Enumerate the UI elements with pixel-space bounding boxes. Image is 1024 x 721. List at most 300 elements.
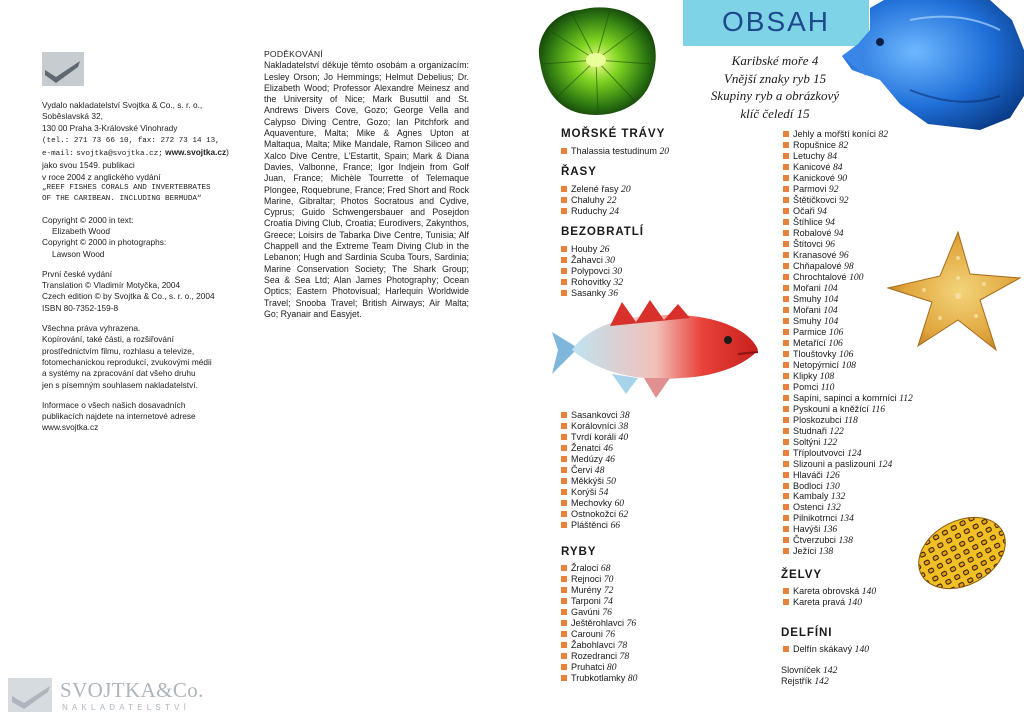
- toc-entry-name: Parmice: [793, 326, 827, 337]
- toc-entry[interactable]: [783, 162, 913, 173]
- toc-entry-page: 92: [839, 194, 849, 206]
- bullet-icon: [783, 263, 789, 269]
- copyright-photo-label: Copyright © 2000 in photographs:: [42, 237, 167, 248]
- section-heading-fish: RYBY: [561, 545, 597, 558]
- hogfish-photo: [552, 298, 762, 402]
- toc-list-algae: [561, 184, 631, 217]
- info-line: publikacích najdete na internetové adrese: [42, 411, 196, 422]
- acknowledgements-body: Nakladatelství děkuje těmto osobám a organizacím: Lesley Orson; Jo Hemmings; Helmut Debelius; Dr. Elizabeth Wood; Professor Alexandre Meinesz and the University of Nice; Mark Busuttil and St. Andrews Divers Cove, Gozo; George Vella and Calypso Diving Centre, Gozo; Ian Pitchfork and Aquaventure, Malta; Mike & Agnes Upton at Maltaqua, Malta; Mike Mandale, Ramon Siliceo and Xalco Dive Centre, L'Estartit, Spain; Mark & Diana Davies, Valbonne, France; Igor Indjein from Golf Juan, France; Michèle Tourrette of Telemaque Plongee, Roquebrune, France; Fred Short and Rock Marine, Gibraltar; Photos Socratous and Cydive, Cyprus; Guido Schwengersbauer and Posejdon Croatia Diving Club, Croatia; Eurodivers, Zakynthos, Greece; Loisirs de Tabarka Dive Centre, Tunisia; Alf Chappell and the Extreme Team Diving Club in the Lebanon; Hugh and Sardinia Scuba Tours, Sardinia; Marine Conservation Society; The Shark Group; Sea & Sea Ltd; Alan James Photography; Ocean Optics; Eastern Photovisual; Harlequin Worldwide Travel; Snooba Travel; British Airways; Air Malta; Go; Ryanair and Easyjet.: [264, 60, 469, 319]
- toc-entry[interactable]: [783, 459, 913, 470]
- summary-page: 4: [811, 53, 819, 68]
- toc-entry-page: 76: [602, 606, 612, 618]
- toc-entry-name: Žahavci: [571, 254, 603, 265]
- toc-entry-name: Soltýni: [793, 436, 821, 447]
- toc-entry[interactable]: [561, 244, 623, 255]
- coral-photo: [532, 2, 660, 120]
- bullet-icon: [783, 450, 789, 456]
- summary-line[interactable]: [690, 87, 860, 105]
- toc-entry-page: 94: [825, 216, 835, 228]
- toc-list-invertebrates-cont: [561, 410, 630, 531]
- toc-entry-page: 124: [877, 458, 893, 470]
- toc-entry-page: 50: [606, 475, 616, 487]
- toc-entry[interactable]: [783, 535, 913, 546]
- toc-entry-page: 140: [854, 644, 870, 655]
- bullet-icon: [561, 478, 567, 484]
- summary-line[interactable]: [690, 105, 860, 123]
- toc-entry-name: Jehly a mořští koníci: [793, 129, 876, 139]
- toc-entry[interactable]: [561, 266, 623, 277]
- bullet-icon: [561, 598, 567, 604]
- toc-entry-page: 26: [599, 244, 610, 255]
- bullet-icon: [783, 351, 789, 357]
- toc-entry[interactable]: [561, 410, 630, 421]
- bullet-icon: [561, 609, 567, 615]
- toc-entry-name: Delfín skákavý: [793, 644, 853, 654]
- toc-entry-name: Pilnikotrnci: [793, 513, 837, 524]
- toc-entry[interactable]: [561, 454, 630, 465]
- section-heading-algae: ŘASY: [561, 165, 597, 178]
- starfish-photo: [884, 228, 1024, 354]
- toc-entry-name: Robalové: [793, 227, 832, 238]
- toc-entry[interactable]: [783, 173, 913, 184]
- bullet-icon: [783, 285, 789, 291]
- czech-edition-line: Translation © Vladimír Motyčka, 2004: [42, 280, 181, 291]
- toc-entry[interactable]: [561, 596, 637, 607]
- toc-entry[interactable]: [561, 673, 637, 684]
- toc-entry[interactable]: [561, 498, 630, 509]
- toc-entry-name: Ženatci: [571, 442, 601, 453]
- bullet-icon: [783, 197, 789, 203]
- bullet-icon: [783, 373, 789, 379]
- bullet-icon: [783, 472, 789, 478]
- toc-entry-page: 46: [605, 453, 615, 465]
- email-label: e-mail:: [42, 150, 74, 159]
- bullet-icon: [783, 646, 789, 652]
- original-title: „REEF FISHES CORALS AND INVERTEBRATES: [42, 184, 211, 193]
- bullet-icon: [561, 576, 567, 582]
- toc-entry-page: 112: [899, 392, 913, 404]
- toc-entry-name: Pruhatci: [571, 661, 605, 672]
- contact-line: [42, 134, 257, 147]
- toc-entry[interactable]: [783, 129, 913, 140]
- toc-entry[interactable]: [783, 491, 913, 502]
- contents-summary: [690, 52, 860, 122]
- bullet-icon: [561, 467, 567, 473]
- bullet-icon: [783, 131, 789, 137]
- toc-entry-name: Gavúni: [571, 606, 600, 617]
- toc-entry-page: 32: [613, 276, 624, 288]
- toc-list-fish: [561, 563, 637, 684]
- toc-entry[interactable]: [561, 487, 630, 498]
- bullet-icon: [561, 631, 567, 637]
- copyright-photo-name: Lawson Wood: [52, 248, 105, 259]
- toc-entry[interactable]: [783, 360, 913, 371]
- publisher-logo-mark-icon: [8, 676, 58, 716]
- toc-entry-name: Kanickové: [793, 172, 835, 183]
- toc-entry[interactable]: [783, 371, 913, 382]
- summary-page: 15: [813, 70, 827, 86]
- bullet-icon: [783, 384, 789, 390]
- bullet-icon: [783, 164, 789, 170]
- toc-entry[interactable]: [783, 184, 913, 195]
- toc-entry[interactable]: [783, 597, 876, 608]
- toc-entry-page: 66: [610, 519, 621, 531]
- publisher-line: 130 00 Praha 3-Královské Vinohrady: [42, 122, 178, 133]
- contact-phones: (tel.: 271 73 66 10, fax: 272 73 14 13,: [42, 136, 220, 145]
- toc-entry-page: 142: [822, 665, 838, 676]
- flamingo-tongue-snail-photo: [912, 505, 1012, 595]
- toc-entry-name: Rejnoci: [571, 573, 602, 584]
- toc-entry-name: Smuhy: [793, 315, 822, 326]
- toc-entry[interactable]: [783, 448, 913, 459]
- toc-entry-page: 104: [823, 315, 839, 327]
- toc-entry-name: Kanicové: [793, 161, 831, 172]
- toc-entry-name: Ploskozubci: [793, 414, 842, 425]
- toc-entry-name: Tříploutvovci: [793, 447, 845, 458]
- toc-entry[interactable]: [561, 421, 630, 432]
- rights-line: fotomechanickou reprodukcí, zvukovými médii: [42, 356, 212, 367]
- toc-entry-name: Parmovi: [793, 183, 827, 194]
- toc-entry-name: Sapíni, sapinci a komrníci: [793, 392, 897, 403]
- toc-entry-name: Polypovci: [571, 265, 610, 276]
- toc-entry-name: Medúzy: [571, 453, 603, 464]
- bullet-icon: [783, 329, 789, 335]
- toc-entry-name: Kranasové: [793, 249, 837, 260]
- toc-entry-page: 94: [817, 205, 827, 217]
- bullet-icon: [783, 241, 789, 247]
- toc-entry[interactable]: [783, 502, 913, 513]
- toc-entry-page: 140: [847, 596, 862, 608]
- toc-entry-name: Rohovitky: [571, 276, 611, 287]
- bullet-icon: [783, 307, 789, 313]
- contact-close: ): [226, 147, 229, 158]
- toc-entry[interactable]: [561, 629, 637, 640]
- bullet-icon: [783, 208, 789, 214]
- summary-label: Karibské moře: [731, 53, 809, 68]
- toc-entry[interactable]: [561, 476, 630, 487]
- toc-entry-page: 80: [627, 672, 638, 684]
- toc-entry-name: Klipky: [793, 370, 818, 381]
- copyright-text-name: Elizabeth Wood: [52, 225, 110, 236]
- bullet-icon: [783, 340, 789, 346]
- publisher-line: Vydalo nakladatelství Svojtka & Co., s. r. o.,: [42, 100, 203, 110]
- toc-entry-name: Čtverzubci: [793, 535, 836, 546]
- toc-entry-page: 30: [612, 265, 623, 277]
- bullet-icon: [561, 186, 567, 192]
- toc-entry-name: Korýši: [571, 486, 597, 497]
- toc-entry-name: Červi: [571, 464, 593, 475]
- toc-entry[interactable]: [783, 513, 913, 524]
- bullet-icon: [561, 489, 567, 495]
- toc-entry-name: Sasanky: [571, 287, 606, 298]
- toc-entry[interactable]: [783, 217, 913, 228]
- summary-label: klíč čeledí: [740, 105, 794, 121]
- toc-entry[interactable]: [561, 520, 630, 531]
- toc-entry[interactable]: [783, 404, 913, 415]
- bullet-icon: [561, 675, 567, 681]
- toc-entry[interactable]: [783, 195, 913, 206]
- toc-entry-name: Rozedranci: [571, 650, 617, 661]
- toc-entry-name: Trubkotlamky: [571, 672, 626, 683]
- bullet-icon: [561, 642, 567, 648]
- bullet-icon: [783, 504, 789, 510]
- toc-entry-page: 122: [822, 436, 838, 448]
- toc-entry[interactable]: [561, 465, 630, 476]
- toc-entry-page: 136: [822, 524, 838, 536]
- toc-entry[interactable]: [783, 382, 913, 393]
- bullet-icon: [783, 599, 789, 605]
- edition-line: v roce 2004 z anglického vydání: [42, 171, 161, 182]
- toc-entry[interactable]: [561, 443, 630, 454]
- bullet-icon: [561, 412, 567, 418]
- toc-entry[interactable]: [561, 255, 623, 266]
- summary-label: Skupiny ryb a obrázkový: [710, 88, 840, 103]
- bullet-icon: [561, 511, 567, 517]
- bullet-icon: [783, 537, 789, 543]
- toc-entry-page: 80: [606, 661, 617, 673]
- toc-entry[interactable]: [783, 393, 913, 404]
- toc-entry[interactable]: [561, 509, 630, 520]
- toc-entry-page: 126: [825, 469, 840, 481]
- toc-entry-name: Žraloci: [571, 563, 599, 573]
- section-heading-dolphins: DELFÍNI: [781, 626, 833, 639]
- toc-entry-name: Štětičkovci: [793, 194, 837, 205]
- edition-line: jako svou 1549. publikaci: [42, 160, 135, 171]
- blue-tang-fish-photo: [840, 0, 1024, 132]
- imprint-block: [42, 100, 257, 434]
- bullet-icon: [561, 587, 567, 593]
- toc-entry-name: Kareta obrovská: [793, 586, 860, 596]
- toc-entry-name: Pyskouni a kněžící: [793, 403, 869, 414]
- toc-entry-page: 76: [626, 617, 637, 629]
- toc-entry[interactable]: [783, 415, 913, 426]
- toc-entry-page: 68: [600, 563, 611, 574]
- toc-entry-page: 106: [828, 326, 844, 338]
- bullet-icon: [783, 274, 789, 280]
- toc-entry[interactable]: [561, 607, 637, 618]
- toc-entry[interactable]: [561, 574, 637, 585]
- toc-entry-name: Metařící: [793, 337, 826, 348]
- toc-entry[interactable]: [561, 432, 630, 443]
- toc-entry[interactable]: [561, 662, 637, 673]
- toc-entry-name: Havýši: [793, 524, 821, 535]
- bullet-icon: [561, 456, 567, 462]
- bullet-icon: [561, 257, 567, 263]
- czech-edition-line: První české vydání: [42, 268, 113, 279]
- toc-entry-page: 104: [823, 293, 839, 305]
- toc-entry-name: Murény: [571, 584, 602, 595]
- toc-entry-name: Žabohlavci: [571, 639, 615, 650]
- toc-entry-page: 122: [829, 425, 844, 437]
- toc-entry-page: 94: [833, 227, 844, 239]
- toc-entry-page: 106: [828, 337, 843, 349]
- toc-entry[interactable]: [561, 563, 637, 574]
- section-heading-invertebrates: BEZOBRATLÍ: [561, 225, 644, 238]
- summary-label: Vnější znaky ryb: [723, 70, 810, 86]
- bullet-icon: [561, 620, 567, 626]
- toc-entry-name: Očaři: [793, 205, 815, 216]
- toc-entry-page: 84: [827, 150, 837, 162]
- toc-entry-name: Kareta pravá: [793, 596, 846, 607]
- summary-page: 15: [796, 105, 810, 121]
- acknowledgements-title: PODĚKOVÁNÍ: [264, 49, 323, 59]
- email-link[interactable]: svojtka@svojtka.cz;: [76, 150, 163, 159]
- toc-entry-name: Mechovky: [571, 497, 612, 508]
- toc-entry[interactable]: [783, 437, 913, 448]
- toc-entry[interactable]: [561, 206, 631, 217]
- bullet-icon: [783, 417, 789, 423]
- toc-entry-page: 20: [621, 184, 631, 195]
- bullet-icon: [783, 252, 789, 258]
- toc-entry-page: 138: [818, 546, 834, 558]
- publisher-mark-icon: [42, 52, 84, 86]
- info-url[interactable]: www.svojtka.cz: [42, 422, 99, 433]
- toc-entry[interactable]: [783, 586, 876, 597]
- bullet-icon: [561, 279, 567, 285]
- toc-entry[interactable]: [561, 277, 623, 288]
- toc-entry-name: Carouni: [571, 628, 603, 639]
- bullet-icon: [561, 522, 567, 528]
- copyright-text-label: Copyright © 2000 in text:: [42, 214, 134, 225]
- bullet-icon: [783, 318, 789, 324]
- publisher-line: Soběslavská 32,: [42, 111, 103, 122]
- toc-entry-name: Mořani: [793, 304, 821, 315]
- toc-entry-page: 72: [603, 584, 614, 596]
- toc-entry[interactable]: [561, 585, 637, 596]
- toc-entry-name: Chňapalové: [793, 260, 842, 271]
- toc-entry-page: 108: [819, 370, 835, 382]
- toc-entry[interactable]: [783, 206, 913, 217]
- toc-entry-page: 132: [826, 502, 841, 514]
- bullet-icon: [561, 434, 567, 440]
- bullet-icon: [783, 230, 789, 236]
- czech-edition-line: Czech edition © by Svojtka & Co., s. r. o., 2004: [42, 291, 215, 302]
- toc-entry[interactable]: [783, 644, 869, 655]
- toc-entry-name: Štítovci: [793, 238, 823, 249]
- acknowledgements: [264, 49, 469, 320]
- publisher-logo-subtitle: NAKLADATELSTVÍ: [62, 703, 191, 712]
- bullet-icon: [783, 428, 789, 434]
- summary-line[interactable]: [690, 70, 860, 88]
- toc-entry-page: 90: [837, 172, 848, 184]
- toc-entry-page: 30: [605, 254, 615, 266]
- toc-list-invertebrates: [561, 244, 623, 299]
- toc-entry-name: Ještěrohlavci: [571, 617, 625, 628]
- website-link[interactable]: www.svojtka.cz: [165, 147, 227, 158]
- toc-entry-name: Štíhlice: [793, 216, 823, 227]
- toc-entry-page: 82: [878, 129, 889, 140]
- toc-entry[interactable]: [783, 470, 913, 481]
- toc-entry[interactable]: [561, 640, 637, 651]
- bullet-icon: [783, 153, 789, 159]
- toc-list-dolphins: [783, 644, 869, 655]
- toc-entry-page: 130: [825, 480, 840, 492]
- toc-entry-page: 36: [608, 287, 619, 299]
- bullet-icon: [783, 296, 789, 302]
- bullet-icon: [783, 142, 789, 148]
- toc-entry[interactable]: [783, 426, 913, 437]
- summary-line[interactable]: [690, 52, 860, 70]
- bullet-icon: [561, 500, 567, 506]
- toc-entry-page: 142: [814, 675, 829, 687]
- toc-entry-name: Sasankovci: [571, 410, 618, 420]
- toc-entry-page: 134: [839, 513, 854, 525]
- bullet-icon: [561, 565, 567, 571]
- bullet-icon: [561, 664, 567, 670]
- toc-entry-page: 116: [871, 403, 886, 415]
- toc-entry-name: Smuhy: [793, 293, 822, 304]
- toc-entry-page: 70: [603, 573, 614, 585]
- bullet-icon: [561, 290, 567, 296]
- toc-entry[interactable]: [561, 651, 637, 662]
- bullet-icon: [783, 548, 789, 554]
- toc-entry-page: 132: [830, 491, 846, 503]
- toc-entry-name: Ostenci: [793, 502, 824, 513]
- toc-entry-page: 62: [618, 508, 629, 520]
- toc-entry-name: Chaluhy: [571, 194, 605, 205]
- bullet-icon: [783, 362, 789, 368]
- toc-entry-page: 124: [847, 447, 862, 459]
- toc-entry-name: Hlaváči: [793, 469, 823, 480]
- toc-entry[interactable]: [783, 151, 913, 162]
- toc-entry-page: 118: [844, 414, 858, 426]
- toc-entry-page: 92: [828, 183, 839, 195]
- bullet-icon: [561, 246, 567, 252]
- toc-entry-page: 100: [849, 271, 864, 283]
- toc-entry-page: 96: [839, 249, 849, 261]
- bullet-icon: [783, 493, 789, 499]
- toc-entry-page: 140: [861, 586, 877, 597]
- toc-entry[interactable]: [781, 665, 837, 676]
- bullet-icon: [783, 406, 789, 412]
- toc-entry-name: Tlouštovky: [793, 348, 837, 359]
- toc-entry[interactable]: [783, 524, 913, 535]
- section-heading-seagrass: MOŘSKÉ TRÁVY: [561, 127, 666, 140]
- toc-entry-name: Slovníček: [781, 665, 821, 675]
- contents-title: OBSAH: [721, 6, 831, 37]
- toc-entry[interactable]: [781, 676, 837, 687]
- toc-entry-name: Pláštěnci: [571, 519, 608, 530]
- toc-entry-name: Korálovníci: [571, 420, 616, 431]
- toc-entry[interactable]: [561, 195, 631, 206]
- toc-entry-page: 96: [825, 238, 835, 250]
- bullet-icon: [561, 445, 567, 451]
- isbn: ISBN 80-7352-159-8: [42, 302, 119, 313]
- toc-entry[interactable]: [561, 184, 631, 195]
- toc-entry-name: Ostnokožci: [571, 508, 616, 519]
- toc-entry-page: 104: [823, 282, 838, 294]
- toc-entry-name: Netopýrnicí: [793, 359, 839, 370]
- toc-entry-name: Ruduchy: [571, 205, 607, 216]
- toc-entry-page: 48: [594, 464, 605, 476]
- toc-entry-page: 60: [614, 497, 625, 509]
- original-title: OF THE CARIBEAN. INCLUDING BERMUDA“: [42, 195, 202, 204]
- toc-entry[interactable]: [561, 618, 637, 629]
- toc-entry-page: 24: [609, 205, 620, 217]
- bullet-icon: [561, 653, 567, 659]
- bullet-icon: [783, 515, 789, 521]
- toc-entry[interactable]: [783, 140, 913, 151]
- toc-entry-page: 54: [598, 486, 609, 498]
- toc-list-turtles: [783, 586, 876, 608]
- rights-line: prostřednictvím filmu, rozhlasu a televize,: [42, 345, 195, 356]
- publisher-logo-name: SVOJTKA&Co.: [60, 678, 204, 702]
- toc-entry[interactable]: [561, 146, 669, 157]
- toc-entry[interactable]: [783, 546, 913, 557]
- toc-entry[interactable]: [783, 481, 913, 492]
- bullet-icon: [783, 483, 789, 489]
- toc-entry-name: Letuchy: [793, 150, 825, 161]
